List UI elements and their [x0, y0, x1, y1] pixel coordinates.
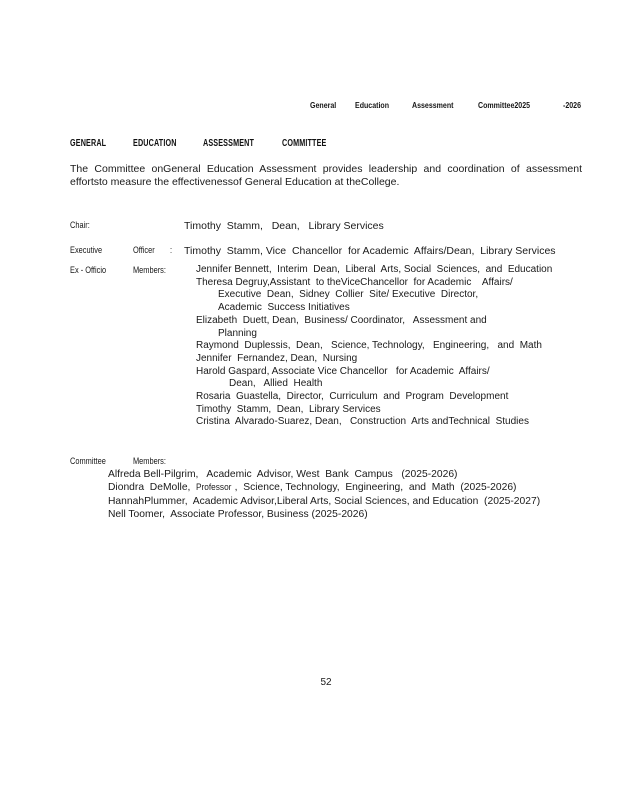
running-header-segment: General [310, 101, 337, 110]
ex-officio-line: Jennifer Fernandez, Dean, Nursing [196, 352, 358, 364]
intro-line: The Committee onGeneral Education Assessment provides leadership and coordination of assessment [70, 163, 582, 175]
committee-members-list [108, 468, 540, 522]
executive-officer-label: Officer [133, 245, 155, 256]
member-line: HannahPlummer, Academic Advisor,Liberal Arts, Social Sciences, and Education (2025-2027) [108, 495, 541, 507]
ex-officio-line: Timothy Stamm, Dean, Library Services [196, 403, 381, 415]
ex-officio-line: Executive Dean, Sidney Collier Site/ Executive Director, [218, 289, 479, 301]
chair-label: Chair: [70, 220, 90, 231]
running-header-segment: Committee2025 [478, 101, 531, 110]
ex-officio-line: Harold Gaspard, Associate Vice Chancellor for Academic Affairs/ [196, 365, 490, 377]
page-number: 52 [320, 677, 332, 688]
ex-officio-line: Elizabeth Duett, Dean, Business/ Coordinator, Assessment and [196, 314, 487, 326]
ex-officio-label: Members: [133, 265, 166, 276]
running-header-segment: -2026 [563, 101, 582, 110]
page-title-word: GENERAL [70, 138, 107, 149]
member-line-part: Professor [196, 482, 232, 493]
ex-officio-line: Raymond Duplessis, Dean, Science, Technology, Engineering, and Math [196, 340, 542, 352]
executive-officer-label: : [170, 245, 173, 256]
ex-officio-line: Planning [218, 327, 257, 339]
intro-paragraph [70, 163, 582, 189]
member-line [108, 481, 540, 494]
page-title-word: ASSESSMENT [203, 138, 255, 149]
member-line: Alfreda Bell-Pilgrim, Academic Advisor, West Bank Campus (2025-2026) [108, 469, 458, 480]
intro-line: effortsto measure the effectivenessof General Education at theCollege. [70, 176, 400, 188]
running-header-segment: Assessment [412, 101, 454, 110]
ex-officio-line: Dean, Allied Health [229, 378, 323, 390]
chair-value: Timothy Stamm, Dean, Library Services [184, 220, 384, 232]
member-line-part: , Science, Technology, Engineering, and Math (2025-2026) [234, 482, 517, 494]
ex-officio-label: Ex - Officio [70, 265, 107, 276]
member-line-part: Diondra DeMolle, [108, 482, 197, 494]
ex-officio-line: Jennifer Bennett, Interim Dean, Liberal Arts, Social Sciences, and Education [196, 264, 553, 275]
ex-officio-line: Academic Success Initiatives [218, 302, 350, 314]
executive-officer-value: Timothy Stamm, Vice Chancellor for Academic Affairs/Dean, Library Services [184, 245, 556, 257]
committee-members-label: Members: [133, 456, 166, 467]
page-title-word: EDUCATION [133, 138, 177, 149]
running-header-segment: Education [355, 101, 390, 110]
ex-officio-list [196, 264, 552, 429]
page-title-word: COMMITTEE [282, 138, 327, 149]
ex-officio-line: Cristina Alvarado-Suarez, Dean, Construction Arts andTechnical Studies [196, 416, 529, 428]
member-line: Nell Toomer, Associate Professor, Business (2025-2026) [108, 509, 368, 521]
ex-officio-line: Rosaria Guastella, Director, Curriculum and Program Development [196, 391, 509, 403]
committee-members-label: Committee [70, 456, 106, 467]
executive-officer-label: Executive [70, 245, 103, 256]
ex-officio-line: Theresa Degruy,Assistant to theViceChancellor for Academic Affairs/ [196, 276, 513, 288]
